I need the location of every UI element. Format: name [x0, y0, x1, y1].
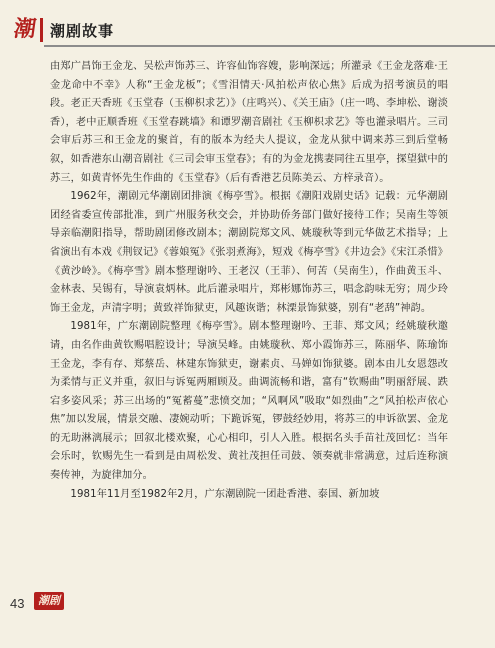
paragraph: 由郑广昌饰王金龙、吴松声饰苏三、许容仙饰容嫂，影响深远；所灌录《王金龙落难·王金龙命中不幸》人称“王金龙板”；《雪泪情天·风拍松声依心焦》后成为招考演员的唱段。老正天香班《玉堂春（玉柳枳求艺）》（庄鸣兴）、《关王庙》（庄一鸣、李坤松、谢淡香），老中正顺香班《玉堂春跳墙》和谭罗潮音剧社《玉柳枳求艺》等也灌录唱片。三司会审后苏三和王金龙的聚首，有的版本为经夫人提议，金龙从狱中调来苏三到后堂畅叙，如香港东山潮音剧社《三司会审玉堂春》；有的为金龙携妻同往五里亭，探望獄中的苏三，如黄青怀先生作曲的《玉堂春》（后有香港艺员陈美云、方梓录音）。 — [50, 61, 448, 184]
paragraph: 1962年，潮剧元华潮剧团排演《梅亭雪》。根据《潮阳戏剧史话》记载：元华潮剧团经省委宣传部批准，到广州服务秋交会，并协助侨务部门做好接待工作；吴南生等领导亲临潮阳指导，帮助剧团修改剧本；潮剧院郑文风、姚璇秋等到元华做艺术指导；上省演出有本戏《荆钗记》《蓉娘冤》《张羽煮海》，短戏《梅亭雪》《井边会》《宋江杀惜》《黄沙岭》。《梅亭雪》剧本整理谢吟、王老汉（王菲）、何苦（吴南生），作曲黄玉斗、金林表、吴锡有，导演袁炳林。此后灌录唱片，郑彬娜饰苏三，唱念韵味无穷；周少玲饰王金龙，声清字明；黄致祥饰狱吏，风趣诙谐；林溧景饰狱婆，别有“老鸹”神韵。 — [50, 191, 448, 314]
chaoju-logo-icon: 潮 — [12, 16, 38, 42]
paragraph: 1981年，广东潮剧院整理《梅亭雪》。剧本整理谢吟、王菲、郑文风；经姚璇秋邀请，由名作曲黄钦赐唱腔设计；导演吴峰。由姚璇秋、郑小霞饰苏三，陈丽华、陈瑜饰王金龙，李有存、郑蔡岳、林建东饰狱吏，谢素贞、马婵如饰狱婆。剧本由儿女恩怨改为柔情与正义并重，叙旧与诉冤两厢顾及。曲调流畅和谐，富有“钦赐曲”明丽舒展、跌宕多姿风采；苏三出场的“冤蓄蔓”悲愤交加；“风啊风”吸取“如烈曲”之“风拍松声依心焦”加以发展，情景交融、凄婉动听；下跪诉冤，锣鼓经妙用，将苏三的申诉欲罢、金龙的无助淋漓展示；回叙北楼欢聚，心心相印，引人入胜。根据名头手苗社茂回忆：当年会乐时，钦赐先生一看到是由周松发、黄社茂担任司鼓、领奏就非常满意，过后连称演奏传神，为旋律加分。 — [50, 321, 448, 482]
page-number: 43 — [10, 596, 25, 611]
header-divider — [44, 45, 495, 47]
header-accent-bar — [40, 18, 43, 42]
paragraph: 1981年11月至1982年2月，广东潮剧院一团赴香港、泰国、新加坡 — [70, 488, 380, 500]
page-header — [0, 0, 495, 48]
article-body — [50, 58, 448, 504]
footer-logo-icon: 潮剧 — [34, 592, 64, 610]
section-title: 潮剧故事 — [50, 22, 115, 40]
